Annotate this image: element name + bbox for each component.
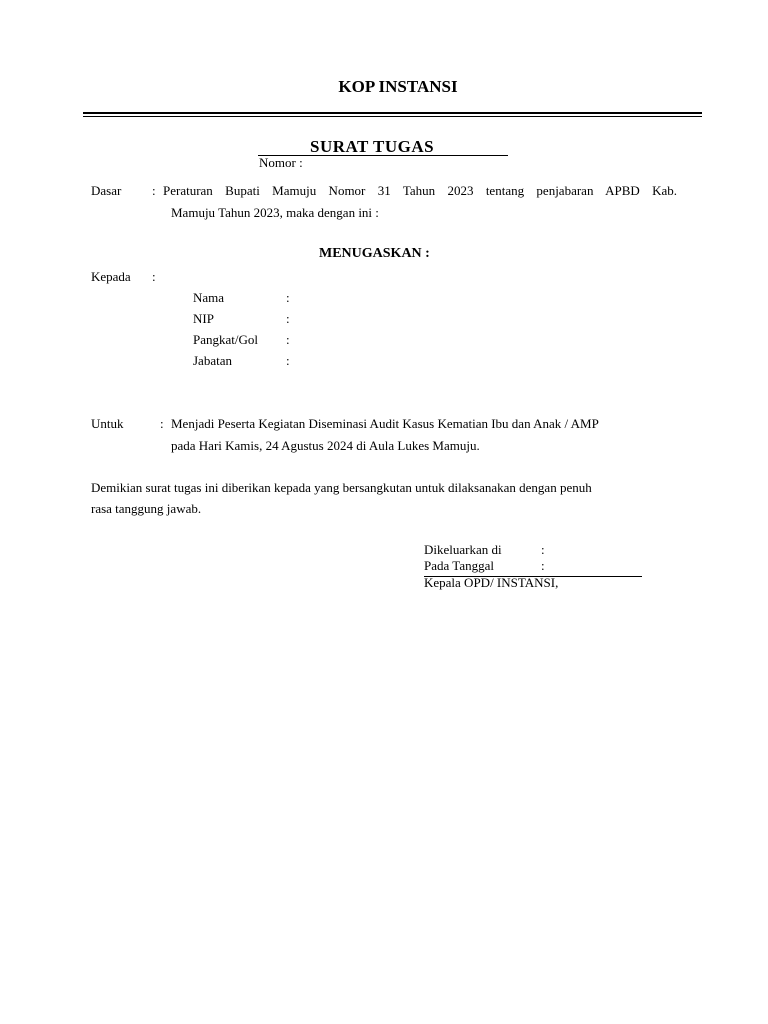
field-nama-label: Nama [193, 290, 225, 305]
nomor-label: Nomor : [259, 155, 303, 170]
closing-line2: rasa tanggung jawab. [91, 501, 202, 516]
dasar-label: Dasar [91, 183, 122, 198]
document-title: SURAT TUGAS [310, 137, 435, 156]
menugaskan-heading: MENUGASKAN : [319, 246, 430, 261]
field-nip-label: NIP [193, 311, 214, 326]
untuk-text-line1: Menjadi Peserta Kegiatan Diseminasi Audit Kasus Kematian Ibu dan Anak / AMP [171, 416, 599, 431]
letterhead-rule-thin [83, 116, 702, 117]
untuk-text-line2: pada Hari Kamis, 24 Agustus 2024 di Aula Lukes Mamuju. [171, 438, 480, 453]
tanggal-label: Pada Tanggal [424, 558, 494, 573]
closing-line1: Demikian surat tugas ini diberikan kepada yang bersangkutan untuk dilaksanakan dengan penuh [91, 480, 592, 495]
dasar-text-line2: Mamuju Tahun 2023, maka dengan ini : [171, 205, 379, 220]
dikeluarkan-label: Dikeluarkan di [424, 542, 502, 557]
field-jabatan-colon: : [286, 353, 290, 368]
field-jabatan-label: Jabatan [193, 353, 232, 368]
field-nama-colon: : [286, 290, 290, 305]
letterhead-rule-thick [83, 112, 702, 114]
letterhead-title: KOP INSTANSI [338, 77, 458, 96]
dasar-colon: : [152, 183, 156, 198]
kepada-colon: : [152, 269, 156, 284]
untuk-colon: : [160, 416, 164, 431]
tanggal-colon: : [541, 558, 545, 573]
signatory-title: Kepala OPD/ INSTANSI, [424, 575, 559, 590]
field-nip-colon: : [286, 311, 290, 326]
dasar-text-line1: Peraturan Bupati Mamuju Nomor 31 Tahun 2023 tentang penjabaran APBD Kab. [163, 183, 677, 198]
kepada-label: Kepada [91, 269, 131, 284]
field-pangkat-label: Pangkat/Gol [193, 332, 258, 347]
dikeluarkan-colon: : [541, 542, 545, 557]
untuk-label: Untuk [91, 416, 124, 431]
field-pangkat-colon: : [286, 332, 290, 347]
